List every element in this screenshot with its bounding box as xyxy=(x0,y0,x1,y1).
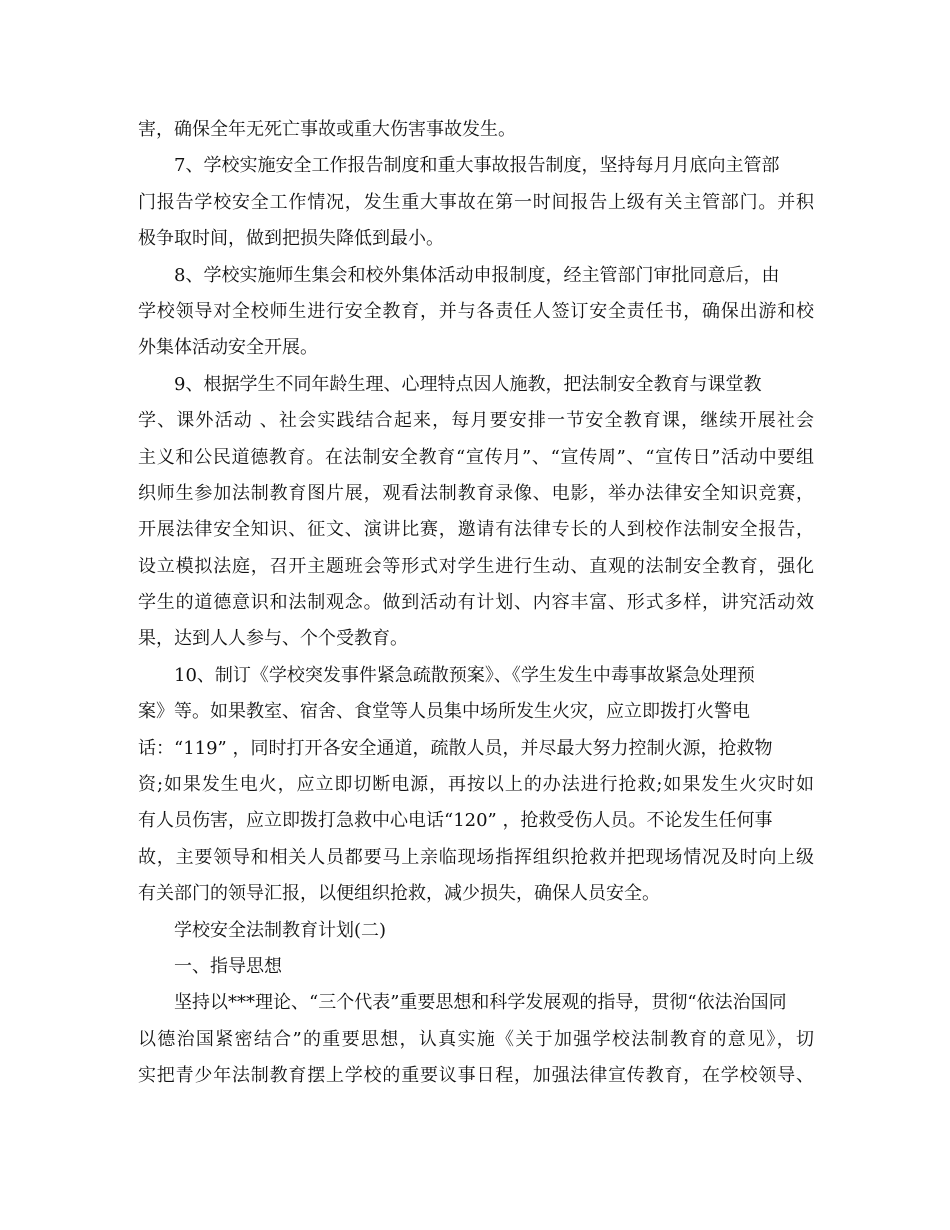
text-line: 话：“119” ，同时打开各安全通道，疏散人员，并尽最大努力控制火源，抢救物 xyxy=(138,737,773,759)
text-line: 果，达到人人参与、个个受教育。 xyxy=(138,628,408,650)
text-line: 外集体活动安全开展。 xyxy=(138,337,318,359)
item-9-line: 9、根据学生不同年龄生理、心理特点因人施教，把法制安全教育与课堂教 xyxy=(174,373,762,395)
text-line: 开展法律安全知识、征文、演讲比赛，邀请有法律专长的人到校作法制安全报告， xyxy=(138,519,814,541)
text-line: 故，主要领导和相关人员都要马上亲临现场指挥组织抢救并把现场情况及时向上级 xyxy=(138,846,814,868)
text-line: 有关部门的领导汇报，以便组织抢救，减少损失，确保人员安全。 xyxy=(138,883,660,905)
text-line: 极争取时间，做到把损失降低到最小。 xyxy=(138,228,444,250)
text-line: 害，确保全年无死亡事故或重大伤害事故发生。 xyxy=(138,119,516,140)
text-line: 设立模拟法庭，召开主题班会等形式对学生进行生动、直观的法制安全教育，强化 xyxy=(138,555,814,577)
text-line: 坚持以***理论、“三个代表”重要思想和科学发展观的指导，贯彻“依法治国同 xyxy=(174,992,787,1014)
document-body xyxy=(138,112,814,1095)
text-line: 以德治国紧密结合”的重要思想，认真实施《关于加强学校法制教育的意见》，切 xyxy=(138,1028,814,1050)
text-line: 门报告学校安全工作情况，发生重大事故在第一时间报告上级有关主管部门。并积 xyxy=(138,191,814,213)
section-title: 学校安全法制教育计划(二) xyxy=(174,919,387,941)
section-heading: 一、指导思想 xyxy=(174,955,282,977)
text-line: 有人员伤害，应立即拨打急救中心电话“120” ，抢救受伤人员。不论发生任何事 xyxy=(138,810,773,832)
text-line: 实把青少年法制教育摆上学校的重要议事日程，加强法律宣传教育，在学校领导、 xyxy=(138,1065,814,1087)
text-line: 学、课外活动 、社会实践结合起来，每月要安排一节安全教育课，继续开展社会 xyxy=(138,410,814,432)
text-line: 主义和公民道德教育。在法制安全教育“宣传月”、“宣传周”、“宣传日”活动中要组 xyxy=(138,446,814,468)
text-line: 织师生参加法制教育图片展，观看法制教育录像、电影，举办法律安全知识竞赛， xyxy=(138,482,814,504)
text-line: 学生的道德意识和法制观念。做到活动有计划、内容丰富、形式多样，讲究活动效 xyxy=(138,592,814,614)
item-10-line: 10、制订《学校突发事件紧急疏散预案》、《学生发生中毒事故紧急处理预 xyxy=(174,664,755,686)
item-8-line: 8、学校实施师生集会和校外集体活动申报制度，经主管部门审批同意后，由 xyxy=(174,264,780,286)
text-line: 学校领导对全校师生进行安全教育，并与各责任人签订安全责任书，确保出游和校 xyxy=(138,300,814,322)
text-line: 资;如果发生电火，应立即切断电源，再按以上的办法进行抢救;如果发生火灾时如 xyxy=(138,774,814,796)
text-line: 案》等。如果教室、宿舍、食堂等人员集中场所发生火灾，应立即拨打火警电 xyxy=(138,701,750,723)
item-7-line: 7、学校实施安全工作报告制度和重大事故报告制度，坚持每月月底向主管部 xyxy=(174,155,780,177)
